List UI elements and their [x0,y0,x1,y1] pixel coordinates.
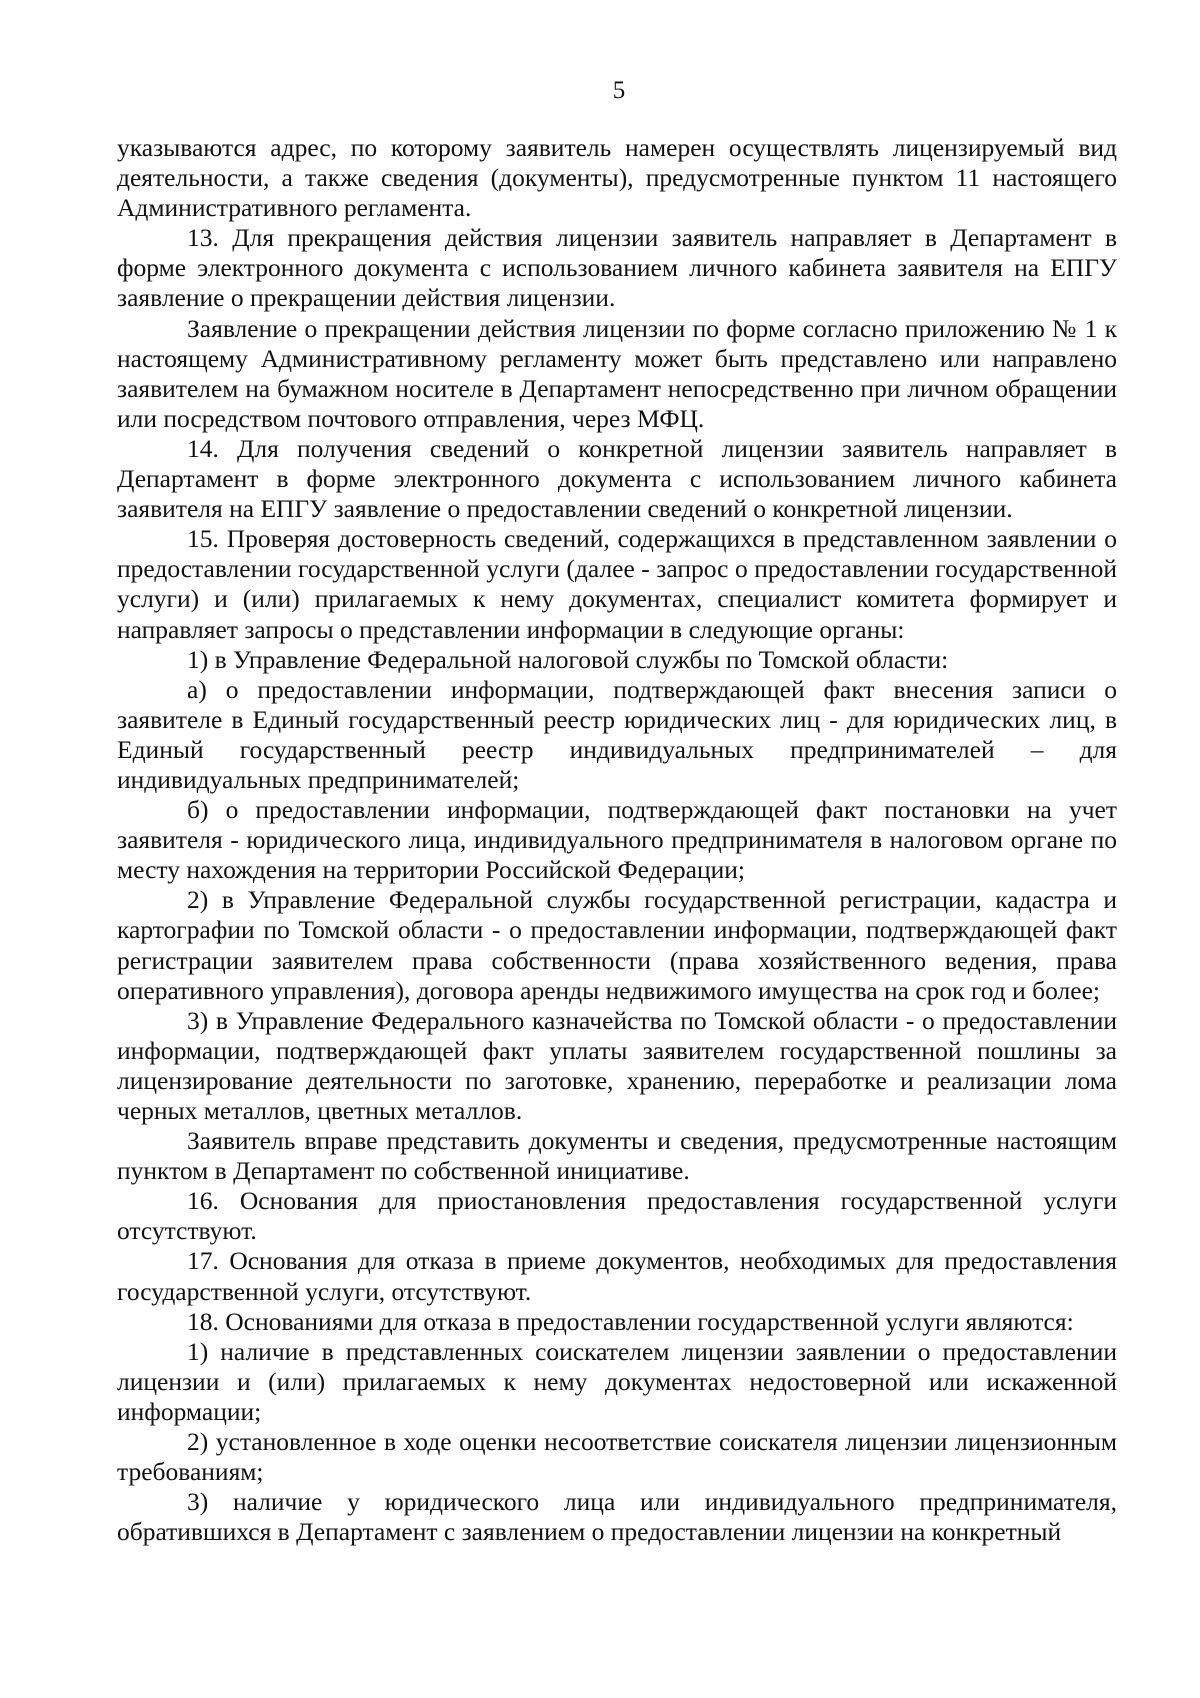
paragraph-18-refusal-grounds: 18. Основаниями для отказа в предоставлении государственной услуги являются: [187,1306,1074,1336]
paragraph-17-refusal-acceptance: 17. Основания для отказа в приеме документов, необходимых для предоставления государственной услуги, отсутствуют. [117,1246,1117,1306]
list-item-noncompliance: 2) установленное в ходе оценки несоответствие соискателя лицензии лицензионным требованиям; [117,1427,1117,1487]
page-number: 5 [612,77,626,104]
list-item-tax-service: 1) в Управление Федеральной налоговой службы по Томской области: [187,644,949,674]
list-item-existing-license: 3) наличие у юридического лица или индивидуального предпринимателя, обратившихся в Департамент с заявлением о предоставлении лицензии на конкретный [117,1487,1117,1547]
list-item-b-tax-registration: б) о предоставлении информации, подтверждающей факт постановки на учет заявителя - юридического лица, индивидуального предпринимателя в налоговом органе по месту нахождения на территории Российской Федерации; [117,795,1117,885]
paragraph-13-termination: 13. Для прекращения действия лицензии заявитель направляет в Департамент в форме электронного документа с использованием личного кабинета заявителя на ЕПГУ заявление о прекращении действия лицензии. [117,223,1117,313]
paragraph-termination-paper-form: Заявление о прекращении действия лицензии по форме согласно приложению № 1 к настоящему Административному регламенту может быть представлено или направлено заявителем на бумажном носителе в Департамент непосредственно при личном обращении или посредством почтового отправления, через МФЦ. [117,313,1117,433]
list-item-false-information: 1) наличие в представленных соискателем лицензии заявлении о предоставлении лицензии и (или) прилагаемых к нему документах недостоверной или искаженной информации; [117,1336,1117,1426]
list-item-treasury: 3) в Управление Федерального казначейства по Томской области - о предоставлении информации, подтверждающей факт уплаты заявителем государственной пошлины за лицензирование деятельности по заготовке, хранению, переработке и реализации лома черных металлов, цветных металлов. [117,1005,1117,1125]
document-body [117,133,1117,1547]
paragraph-own-initiative: Заявитель вправе представить документы и сведения, предусмотренные настоящим пунктом в Департамент по собственной инициативе. [117,1126,1117,1186]
list-item-a-registry: а) о предоставлении информации, подтверждающей факт внесения записи о заявителе в Единый государственный реестр юридических лиц - для юридических лиц, в Единый государственный реестр индивидуальных предпринимателей – для индивидуальных предпринимателей; [117,674,1117,794]
paragraph-continuation-address: указываются адрес, по которому заявитель намерен осуществлять лицензируемый вид деятельности, а также сведения (документы), предусмотренные пунктом 11 настоящего Административного регламента. [117,133,1117,223]
paragraph-14-license-info: 14. Для получения сведений о конкретной лицензии заявитель направляет в Департамент в форме электронного документа с использованием личного кабинета заявителя на ЕПГУ заявление о предоставлении сведений о конкретной лицензии. [117,433,1117,524]
paragraph-16-suspension: 16. Основания для приостановления предоставления государственной услуги отсутствуют. [117,1186,1117,1246]
list-item-rosreestr: 2) в Управление Федеральной службы государственной регистрации, кадастра и картографии по Томской области - о предоставлении информации, подтверждающей факт регистрации заявителем права собственности (права хозяйственного ведения, права оперативного управления), договора аренды недвижимого имущества на срок год и более; [117,885,1117,1005]
paragraph-15-verification: 15. Проверяя достоверность сведений, содержащихся в представленном заявлении о предоставлении государственной услуги (далее - запрос о предоставлении государственной услуги) и (или) прилагаемых к нему документах, специалист комитета формирует и направляет запросы о представлении информации в следующие органы: [117,524,1117,644]
